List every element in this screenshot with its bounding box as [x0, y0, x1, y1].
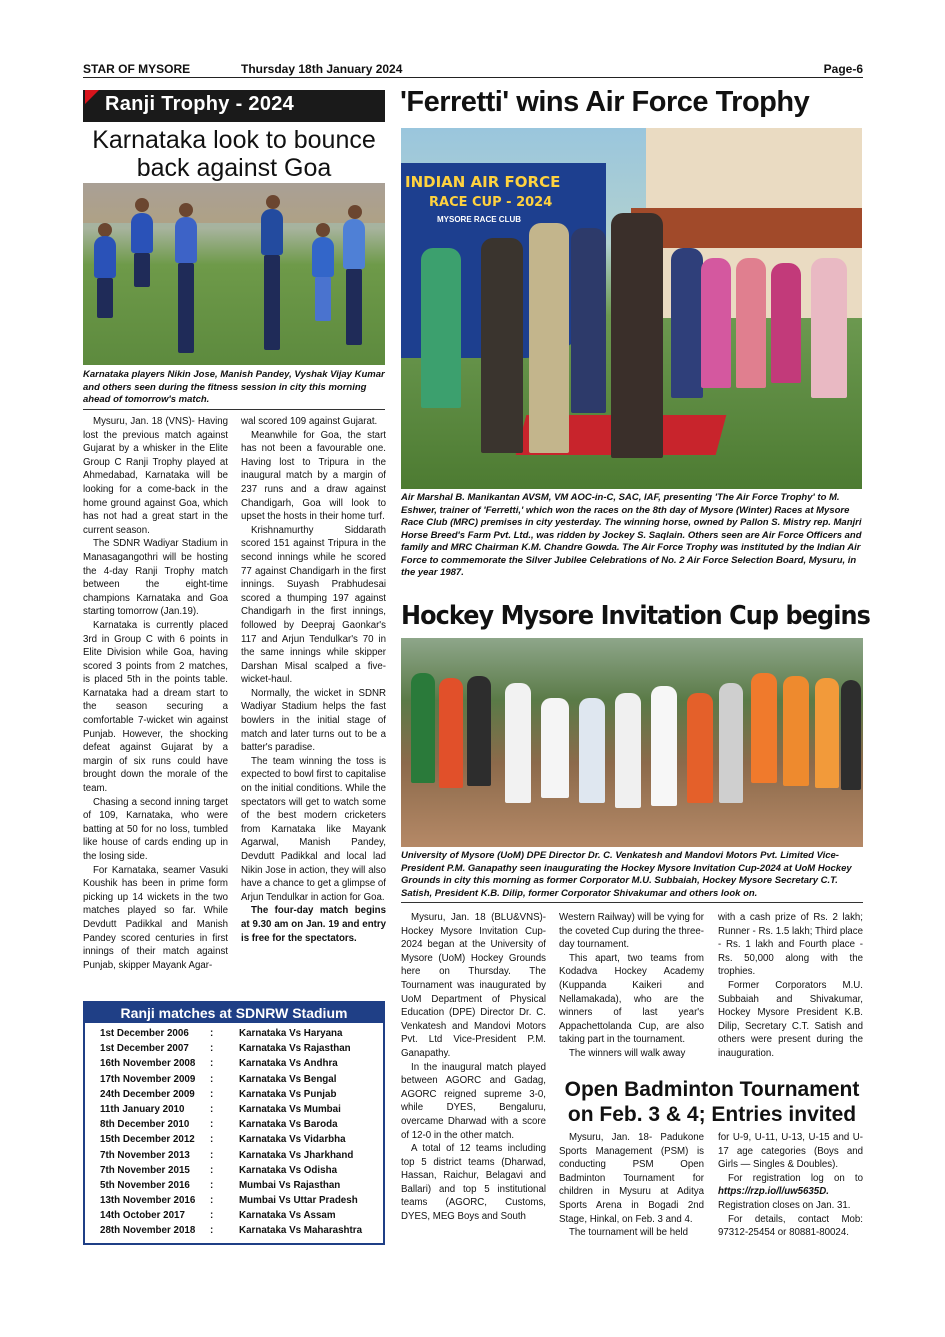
match-teams: Karnataka Vs Haryana: [239, 1028, 343, 1039]
hockey-photo-caption: University of Mysore (UoM) DPE Director Dr. C. Venkatesh and Mandovi Motors Pvt. Limited Vice-President P.M. Ganapathy seen inaugurating the Hockey Mysore Invitation Cup-2024 at UoM Hockey Grounds in city this morning as former Corporator M.U. Subbaiah, Hockey Mysore Secretary C.T. Satish, President K.B. Dilip, former Corporator Shivakumar and others look on.: [401, 850, 863, 903]
table-row: [85, 1193, 383, 1208]
table-row: [85, 1178, 383, 1193]
match-date: 11th January 2010: [100, 1103, 185, 1115]
airforce-headline: 'Ferretti' wins Air Force Trophy: [400, 86, 810, 118]
match-teams: Karnataka Vs Vidarbha: [239, 1134, 346, 1146]
table-row: [85, 1117, 383, 1132]
table-row: [85, 1041, 383, 1056]
match-date: 14th October 2017: [100, 1210, 185, 1222]
match-teams: Mumbai Vs Rajasthan: [239, 1179, 341, 1191]
hockey-inauguration-photo: [401, 638, 863, 847]
match-date: 15th December 2012: [100, 1134, 195, 1146]
paragraph: For details, contact Mob: 97312-25454 or 80881-80024.: [718, 1213, 863, 1239]
match-date: 24th December 2009: [100, 1088, 195, 1100]
paragraph: Krishnamurthy Siddarath scored 151 against Tripura in the second innings while he scored 77 against Chandigarh in the first innings. Suyash Prabhudesai scored a thumping 197 against Chandigarh in the first innings, followed by Deepraj Gaonkar's 117 and Arjun Tendulkar's 70 in the same innings while skipper Darshan Misal scalped a five-wicket-haul.: [241, 524, 386, 686]
match-teams: Karnataka Vs Maharashtra: [239, 1225, 363, 1237]
paragraph: Meanwhile for Goa, the start has not been a favourable one. Having lost to Tripura in the inaugural match by a margin of 237 runs and a draw against Chandigarh, Goa will look to upset the hosts in their home turf.: [241, 429, 386, 523]
match-date: 17th November 2009: [100, 1073, 196, 1085]
stadium-box-title: Ranji matches at SDNRW Stadium: [85, 1003, 383, 1023]
match-teams: Karnataka Vs Jharkhand: [239, 1149, 354, 1161]
issue-date: Thursday 18th January 2024: [241, 62, 403, 76]
match-teams: Karnataka Vs Bengal: [239, 1073, 337, 1085]
registration-deadline: Registration closes on Jan. 31.: [718, 1199, 851, 1211]
match-date: 1st December 2007: [100, 1043, 189, 1055]
cricket-photo-caption: Karnataka players Nikin Jose, Manish Pandey, Vyshak Vijay Kumar and others seen during the fitness session in city this morning ahead of tomorrow's match.: [83, 369, 385, 410]
match-date: 28th November 2018: [100, 1225, 196, 1237]
paragraph: The SDNR Wadiyar Stadium in Manasagangothri will be hosting the 4-day Ranji Trophy match between the eight-time champions Karnataka and Goa starting tomorrow (Jan.19).: [83, 538, 228, 618]
match-timing-note: The four-day match begins at 9.30 am on Jan. 19 and entry is free for the spectators.: [241, 905, 386, 944]
ranji-section-title: Ranji Trophy - 2024: [105, 93, 295, 115]
clubhouse-roof: [631, 208, 862, 248]
badminton-article-col1: [559, 1131, 704, 1240]
paragraph: Karnataka is currently placed 3rd in Group C with 6 points in Elite Division while Goa, having scored 3 points from 2 matches, is placed 5th in the points table. Karnataka had a dream start to the season securing a comfortable 7-wicket win against Punjab. However, the shocking defeat against Gujarat by a margin of six runs could have brought down the morale of the team.: [83, 619, 228, 795]
separator: :: [210, 1103, 214, 1115]
banner-line-2: RACE CUP - 2024: [429, 195, 553, 210]
separator: :: [210, 1210, 214, 1222]
badminton-article-col2: [718, 1131, 863, 1240]
separator: :: [210, 1043, 214, 1055]
paragraph: wal scored 109 against Gujarat.: [241, 416, 378, 427]
table-row: [85, 1163, 383, 1178]
page-number: Page-6: [823, 62, 863, 76]
paragraph: with a cash prize of Rs. 2 lakh; Runner - Rs. 1.5 lakh; Third place - Rs. 1 lakh and Fourth place - Rs. 50,000 along with the trophies.: [718, 912, 863, 978]
hockey-article-col3: [718, 911, 863, 1061]
paragraph: This apart, two teams from Kodadva Hockey Academy (Kuppanda Kaikeri and Nellamakada), who are the winners of last year's Appachettolanda Cup, are also taking part in the tournament.: [559, 952, 704, 1046]
badminton-headline: Open Badminton Tournament on Feb. 3 & 4; Entries invited: [564, 1078, 860, 1126]
match-teams: Karnataka Vs Andhra: [239, 1058, 338, 1070]
paragraph: The tournament will be held: [569, 1227, 689, 1239]
match-date: 13th November 2016: [100, 1195, 196, 1207]
table-row: [85, 1132, 383, 1147]
ranji-section: [83, 90, 385, 182]
separator: :: [210, 1088, 214, 1100]
paragraph: The winners will walk away: [569, 1047, 686, 1059]
airforce-trophy-photo: [401, 128, 862, 489]
match-date: 16th November 2008: [100, 1058, 196, 1070]
table-row: [85, 1148, 383, 1163]
ranji-article-col1: [83, 415, 228, 972]
paragraph: The team winning the toss is expected to bowl first to capitalise on the initial conditions. While the spectators will get to watch some of the best modern cricketers from Karnataka like Mayank Agarwal, Manish Pandey, Devdutt Padikkal and local lad Nikin Jose in action, they will also have a chance to get a glimpse of Arjun Tendulkar in action for Goa.: [241, 755, 386, 903]
paragraph: Western Railway) will be vying for the coveted Cup during the three-day tournament.: [559, 912, 704, 951]
ranji-article-col2: [241, 415, 386, 945]
table-row: [85, 1026, 383, 1041]
match-teams: Karnataka Vs Rajasthan: [239, 1043, 351, 1055]
cricket-practice-photo: [83, 183, 385, 365]
table-row: [85, 1087, 383, 1102]
separator: :: [210, 1073, 214, 1085]
match-teams: Karnataka Vs Assam: [239, 1210, 336, 1222]
airforce-photo-caption: Air Marshal B. Manikantan AVSM, VM AOC-in-C, SAC, IAF, presenting 'The Air Force Trophy' to M. Eshwer, trainer of 'Ferretti,' which won the races on the 8th day of Mysore (Winter) Races at Mysore Race Club (MRC) premises in city yesterday. The winning horse, owned by Pallon S. Mistry rep. Manjri Horse Breed's Farm Pvt. Ltd., was ridden by Jockey S. Saqlain. Others seen are Air Force Officers and family and MRC Chairman K.M. Chandre Gowda. The Air Force Trophy was instituted by the Indian Air Force to commemorate the Silver Jubilee Celebrations of No. 2 Air Force Selection Board, Mysuru, in the year 1987.: [401, 492, 862, 578]
banner-line-1: INDIAN AIR FORCE: [405, 173, 561, 191]
table-row: [85, 1056, 383, 1071]
table-row: [85, 1223, 383, 1238]
match-date: 5th November 2016: [100, 1179, 190, 1191]
paragraph: Chasing a second inning target of 109, Karnataka, who were batting at 50 for no loss, tumbled like house of cards ending up in the losing side.: [83, 796, 228, 862]
paragraph: In the inaugural match played between AGORC and Gadag, AGORC reigned supreme 3-0, while DYES, Bengaluru, overcame Dharwad with a score of 12-0 in the other match.: [401, 1061, 546, 1141]
masthead: [83, 60, 863, 78]
match-date: 7th November 2015: [100, 1164, 190, 1176]
table-row: [85, 1208, 383, 1223]
paragraph: For Karnataka, seamer Vasuki Koushik has been in prime form picking up 14 wickets in the two matches played so far. While Devdutt Padikkal and Manish Pandey scored centuries in first innings of their match against Punjab, skipper Mayank Agar-: [83, 864, 228, 971]
red-corner-icon: [85, 90, 99, 104]
match-date: 7th November 2013: [100, 1149, 190, 1161]
match-teams: Karnataka Vs Mumbai: [239, 1103, 341, 1115]
match-date: 8th December 2010: [100, 1119, 190, 1131]
stadium-matches-box: [83, 1001, 385, 1245]
match-teams: Karnataka Vs Odisha: [239, 1164, 338, 1176]
paragraph: [718, 1172, 863, 1213]
separator: :: [210, 1225, 214, 1237]
paragraph: Mysuru, Jan. 18 (BLU&VNS)- Hockey Mysore Invitation Cup-2024 began at the University of Mysore (UoM) Hockey Grounds here on Thursday. The Tournament was inaugurated by UoM Department of Physical Education (DPE) Director Dr. C. Venkatesh and Mandovi Motors Pvt. Ltd Vice-President P.M. Ganapathy.: [401, 912, 546, 1059]
separator: :: [210, 1179, 214, 1191]
paper-name: STAR OF MYSORE: [83, 62, 191, 76]
separator: :: [210, 1149, 214, 1161]
match-teams: Mumbai Vs Uttar Pradesh: [239, 1195, 358, 1207]
paragraph: for U-9, U-11, U-13, U-15 and U-17 age categories (Boys and Girls — Singles & Doubles).: [718, 1132, 863, 1171]
paragraph: Mysuru, Jan. 18- Padukone Sports Management (PSM) is conducting PSM Open Badminton Tournament for children in Mysuru at Aditya Sports Arena in Bogadi 2nd Stage, Hinkal, on Feb. 3 and 4.: [559, 1132, 704, 1225]
paragraph: Mysuru, Jan. 18 (VNS)- Having lost the previous match against Gujarat by a whisker in the Elite Group C Ranji Trophy played at Ahmedabad, Karnataka will be looking for a come-back in the home ground against Goa, which has not had a great start in the current season.: [83, 416, 228, 536]
paragraph: A total of 12 teams including top 5 district teams (Dharwad, Hassan, Raichur, Belagavi and Ballari) and top 5 institutional teams (AGORC, Customs, DYES, MEG Boys and South: [401, 1143, 546, 1223]
separator: :: [210, 1134, 214, 1146]
match-date: 1st December 2006: [100, 1028, 189, 1039]
paragraph: Normally, the wicket in SDNR Wadiyar Stadium helps the fast bowlers in the initial stage of match and later turns out to be a batter's paradise.: [241, 687, 386, 754]
registration-intro: For registration log on to: [728, 1172, 863, 1184]
paragraph: Former Corporators M.U. Subbaiah and Shivakumar, Hockey Mysore President K.B. Dilip, Secretary C.T. Satish and others were present during the inauguration.: [718, 979, 863, 1059]
separator: :: [210, 1164, 214, 1176]
table-row: [85, 1102, 383, 1117]
stadium-match-list: [85, 1023, 383, 1239]
hockey-article-col2: [559, 911, 704, 1061]
ranji-headline: Karnataka look to bounce back against Goa: [92, 126, 376, 182]
match-teams: Karnataka Vs Punjab: [239, 1088, 337, 1100]
banner-line-3: MYSORE RACE CLUB: [437, 215, 522, 224]
hockey-headline: Hockey Mysore Invitation Cup begins: [401, 601, 870, 631]
separator: :: [210, 1028, 214, 1039]
separator: :: [210, 1058, 214, 1070]
separator: :: [210, 1195, 214, 1207]
ranji-section-header: [83, 90, 385, 122]
registration-link[interactable]: https://rzp.io/l/uw5635D.: [718, 1186, 829, 1198]
table-row: [85, 1072, 383, 1087]
match-teams: Karnataka Vs Baroda: [239, 1119, 338, 1131]
hockey-article-col1: [401, 911, 546, 1224]
separator: :: [210, 1119, 214, 1131]
